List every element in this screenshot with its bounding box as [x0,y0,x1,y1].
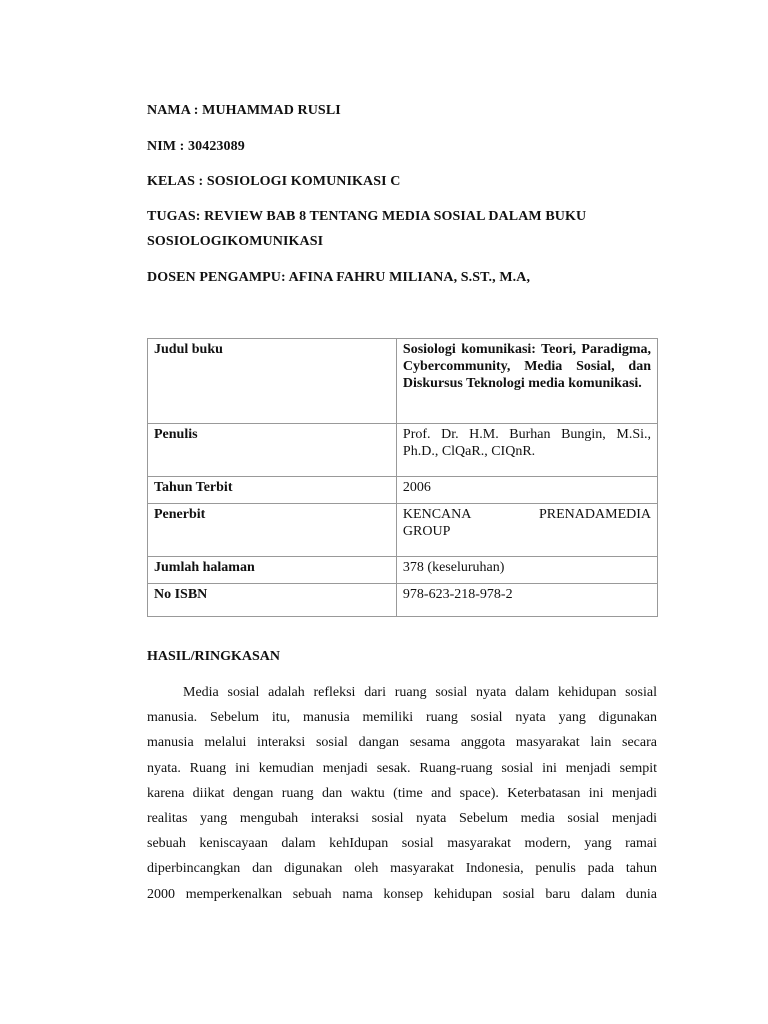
publisher-part-3: GROUP [402,524,451,539]
table-row [148,424,658,477]
paragraph-line: 2000 memperkenalkan sebuah nama konsep kehidupan sosial baru dalam dunia [147,886,657,902]
paragraph-line: manusia melalui interaksi sosial dangan sesama anggota masyarakat lain secara [147,735,657,751]
pages-value: 378 (keseluruhan) [396,557,657,584]
table-row [148,504,658,557]
summary-title: HASIL/RINGKASAN [147,649,281,664]
paragraph-line: diperbincangkan dan digunakan oleh masyarakat Indonesia, penulis pada tahun [147,861,657,877]
paragraph-line: nyata. Ruang ini kemudian menjadi sesak. Ruang-ruang sosial ini menjadi sempit [147,760,657,776]
paragraph-line: sebuah keniscayaan dalam kehIdupan sosial masyarakat modern, yang ramai [147,836,657,852]
author-value: Prof. Dr. H.M. Burhan Bungin, M.Si., Ph.D., ClQaR., CIQnR. [396,424,657,477]
assignment-line-2: SOSIOLOGIKOMUNIKASI [147,234,324,249]
assignment-line-1: TUGAS: REVIEW BAB 8 TENTANG MEDIA SOSIAL DALAM BUKU [147,209,587,224]
publisher-value [396,504,657,557]
student-name: NAMA : MUHAMMAD RUSLI [147,103,341,118]
publisher-part-1: KENCANA [402,507,472,522]
isbn-value: 978-623-218-978-2 [396,584,657,617]
isbn-label: No ISBN [148,584,397,617]
author-label: Penulis [148,424,397,477]
summary-paragraph [147,680,657,907]
year-label: Tahun Terbit [148,477,397,504]
table-row [148,557,658,584]
book-title-value: Sosiologi komunikasi: Teori, Paradigma, Cybercommunity, Media Sosial, dan Diskursus Teknologi media komunikasi. [396,339,657,424]
lecturer: DOSEN PENGAMPU: AFINA FAHRU MILIANA, S.ST., M.A, [147,270,531,285]
table-row [148,339,658,424]
student-nim: NIM : 30423089 [147,139,245,154]
publisher-line-1 [403,506,651,523]
book-info-table [147,338,658,617]
book-title-label: Judul buku [148,339,397,424]
class-name: KELAS : SOSIOLOGI KOMUNIKASI C [147,174,401,189]
paragraph-line: manusia. Sebelum itu, manusia memiliki ruang sosial nyata yang digunakan [147,710,657,726]
paragraph-line: Media sosial adalah refleksi dari ruang sosial nyata dalam kehidupan sosial [183,685,657,700]
table-row [148,477,658,504]
paragraph-line: realitas yang mengubah interaksi sosial nyata Sebelum media sosial menjadi [147,811,657,827]
table-row [148,584,658,617]
publisher-part-2: PRENADAMEDIA [539,507,651,522]
year-value: 2006 [396,477,657,504]
publisher-label: Penerbit [148,504,397,557]
paragraph-line: karena diikat dengan ruang dan waktu (time and space). Keterbatasan ini menjadi [147,785,657,801]
pages-label: Jumlah halaman [148,557,397,584]
